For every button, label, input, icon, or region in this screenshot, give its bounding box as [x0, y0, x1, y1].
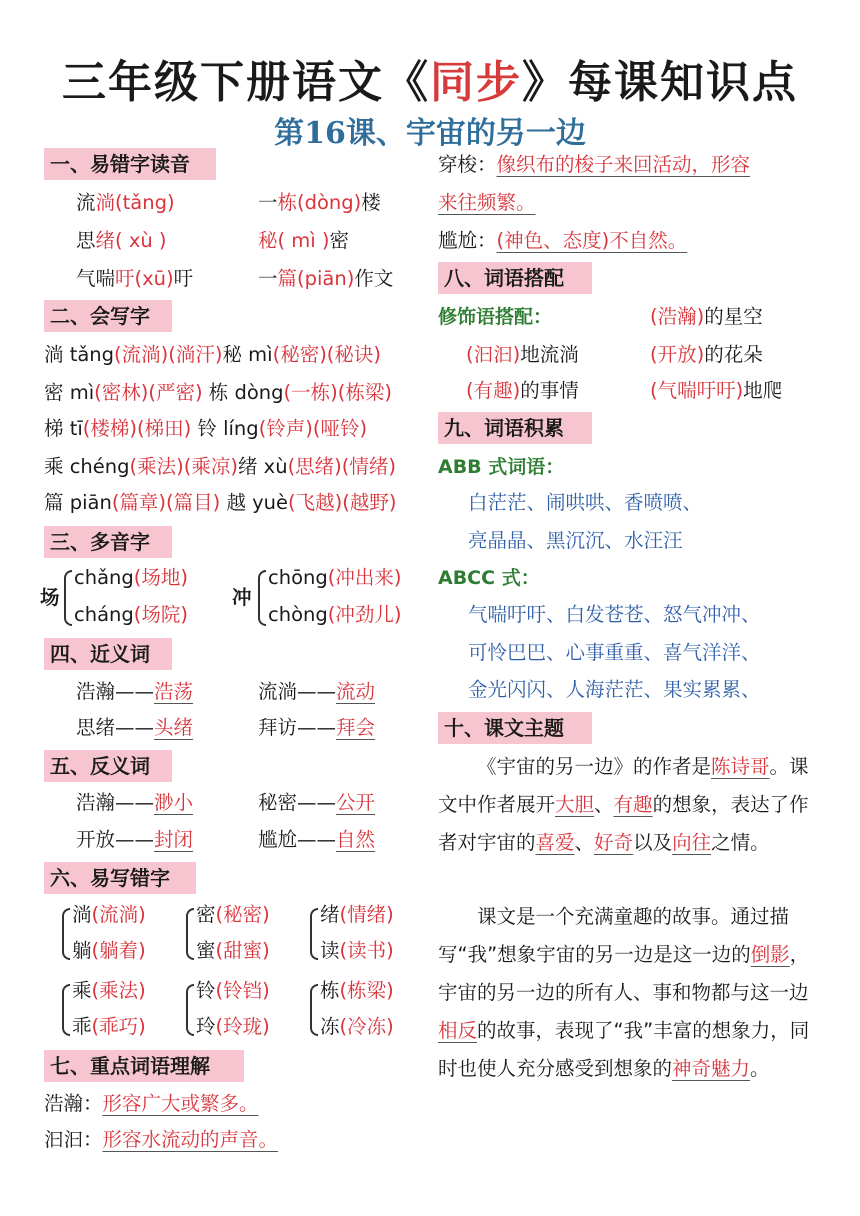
writing-row: 梯 tī(楼梯)(梯田) 铃 líng(铃声)(哑铃): [44, 417, 368, 440]
bracket: [186, 984, 194, 1036]
char-pair: 躺(躺着): [72, 939, 146, 962]
char-pair: 淌(流淌): [72, 903, 146, 926]
section-title-writing: 二、会写字: [44, 300, 172, 332]
polyphonic-reading: chòng(冲劲儿): [268, 603, 402, 626]
pron-item: 一栋(dòng)楼: [258, 191, 381, 214]
page-title: 三年级下册语文《同步》每课知识点: [62, 57, 798, 108]
collocation-item: (浩瀚)的星空: [650, 305, 763, 328]
section-title-confusing-chars: 六、易写错字: [44, 862, 196, 894]
word-definition: 穿梭：像织布的梭子来回活动，形容: [438, 153, 751, 176]
pron-item: 一篇(piān)作文: [258, 267, 394, 290]
abb-words: 白茫茫、闹哄哄、香喷喷、: [468, 491, 703, 514]
word-definition-cont: 来往频繁。: [438, 191, 536, 214]
bracket: [186, 908, 194, 960]
pron-item: 流淌(tǎng): [76, 191, 175, 214]
bracket: [310, 908, 318, 960]
char-pair: 栋(栋梁): [320, 979, 394, 1002]
section-title-polyphonic: 三、多音字: [44, 526, 172, 558]
writing-row: 淌 tǎng(流淌)(淌汗)秘 mì(秘密)(秘诀): [44, 343, 382, 366]
char-pair: 蜜(甜蜜): [196, 939, 270, 962]
section-title-vocabulary: 九、词语积累: [438, 412, 592, 444]
collocation-label: 修饰语搭配：: [438, 306, 553, 328]
theme-paragraph-1: 《宇宙的另一边》的作者是陈诗哥。课文中作者展开大胆、有趣的想象，表达了作者对宇宙的喜爱、好奇以及向往之情。: [438, 755, 809, 854]
char-pair: 读(读书): [320, 939, 394, 962]
synonym-pair: 浩瀚——浩荡: [76, 680, 194, 703]
word-definition: 浩瀚：形容广大或繁多。: [44, 1092, 259, 1115]
char-pair: 乖(乖巧): [72, 1015, 146, 1038]
polyphonic-char: 场: [40, 586, 60, 609]
section-title-theme: 十、课文主题: [438, 712, 592, 744]
abcc-words: 可怜巴巴、心事重重、喜气洋洋、: [468, 641, 761, 664]
polyphonic-char: 冲: [232, 586, 252, 609]
section-title-key-words: 七、重点词语理解: [44, 1050, 244, 1082]
abcc-label: ABCC 式：: [438, 567, 540, 589]
pron-item: 秘( mì )密: [258, 229, 350, 252]
char-pair: 玲(玲珑): [196, 1015, 270, 1038]
theme-paragraph-2: 课文是一个充满童趣的故事。通过描写“我”想象宇宙的另一边是这一边的倒影，宇宙的另一边的所有人、事和物都与这一边相反的故事，表现了“我”丰富的想象力，同时也使人充分感受到想象的神奇魅力。: [438, 905, 810, 1080]
brace: [258, 570, 266, 626]
abb-label: ABB 式词语：: [438, 456, 565, 478]
writing-row: 乘 chéng(乘法)(乘凉)绪 xù(思绪)(情绪): [44, 455, 396, 478]
abb-words: 亮晶晶、黑沉沉、水汪汪: [468, 529, 683, 552]
writing-row: 篇 piān(篇章)(篇目) 越 yuè(飞越)(越野): [44, 491, 397, 514]
antonym-pair: 秘密——公开: [258, 791, 376, 814]
pron-item: 思绪( xù ): [76, 229, 167, 252]
pron-item: 气喘吁(xū)吁: [76, 267, 194, 290]
antonym-pair: 浩瀚——渺小: [76, 791, 194, 814]
collocation-item: (气喘吁吁)地爬: [650, 379, 783, 402]
writing-row: 密 mì(密林)(严密) 栋 dòng(一栋)(栋梁): [44, 381, 392, 404]
char-pair: 冻(冷冻): [320, 1015, 394, 1038]
polyphonic-reading: cháng(场院): [74, 603, 188, 626]
polyphonic-reading: chǎng(场地): [74, 566, 188, 589]
bracket: [62, 908, 70, 960]
lesson-subtitle: 第16课、宇宙的另一边: [274, 116, 586, 151]
synonym-pair: 拜访——拜会: [258, 716, 376, 739]
char-pair: 乘(乘法): [72, 979, 146, 1002]
section-title-antonyms: 五、反义词: [44, 750, 172, 782]
section-title-collocation: 八、词语搭配: [438, 262, 592, 294]
abcc-words: 气喘吁吁、白发苍苍、怒气冲冲、: [468, 603, 761, 626]
bracket: [62, 984, 70, 1036]
antonym-pair: 尴尬——自然: [258, 828, 376, 851]
bracket: [310, 984, 318, 1036]
section-title-pronunciation: 一、易错字读音: [44, 148, 216, 180]
collocation-item: (有趣)的事情: [466, 379, 579, 402]
synonym-pair: 流淌——流动: [258, 680, 376, 703]
brace: [64, 570, 72, 626]
char-pair: 绪(情绪): [320, 903, 394, 926]
synonym-pair: 思绪——头绪: [76, 716, 194, 739]
antonym-pair: 开放——封闭: [76, 828, 194, 851]
collocation-item: (汩汩)地流淌: [466, 343, 579, 366]
abcc-words: 金光闪闪、人海茫茫、果实累累、: [468, 678, 761, 701]
word-definition: 尴尬：(神色、态度)不自然。: [438, 229, 688, 252]
polyphonic-reading: chōng(冲出来): [268, 566, 402, 589]
word-definition: 汩汩：形容水流动的声音。: [44, 1128, 279, 1151]
char-pair: 铃(铃铛): [196, 979, 270, 1002]
section-title-synonyms: 四、近义词: [44, 638, 172, 670]
char-pair: 密(秘密): [196, 903, 270, 926]
collocation-item: (开放)的花朵: [650, 343, 763, 366]
